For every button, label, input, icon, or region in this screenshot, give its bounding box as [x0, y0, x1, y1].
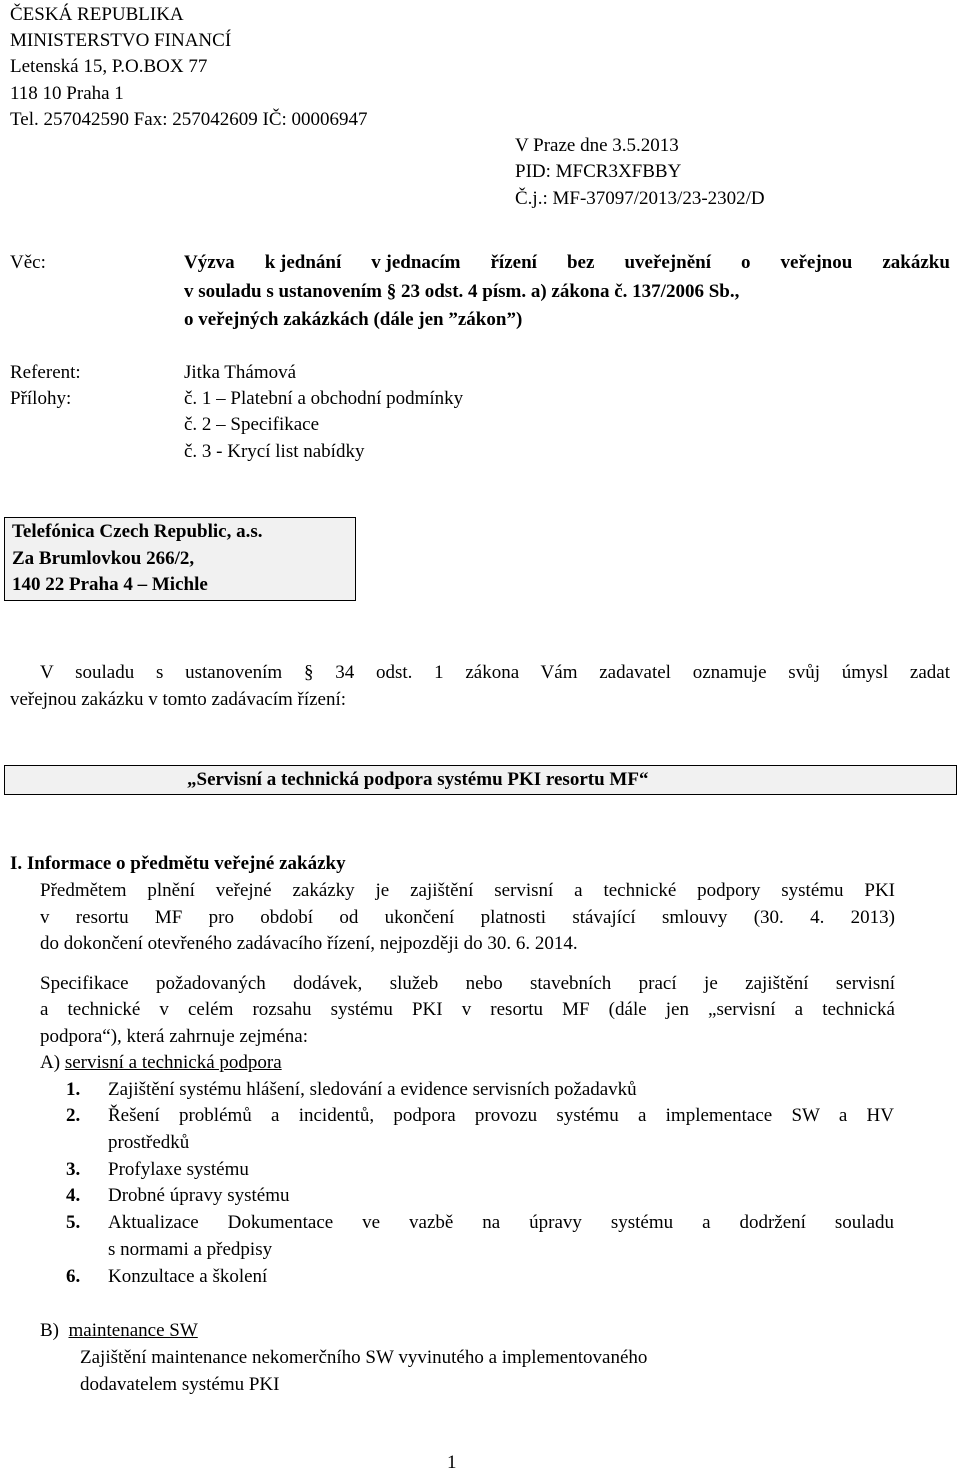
list-item-number: 3. — [66, 1159, 81, 1180]
org-country: ČESKÁ REPUBLIKA — [10, 4, 184, 25]
list-item-text: Konzultace a školení — [108, 1266, 268, 1287]
subsection-b-text: dodavatelem systému PKI — [80, 1374, 280, 1395]
subsection-b-heading — [40, 1320, 198, 1342]
list-item-number: 2. — [66, 1105, 81, 1126]
subject-word: o — [741, 252, 751, 273]
subsection-a-heading — [40, 1052, 282, 1074]
subject-line-1 — [184, 252, 950, 274]
letter-date: V Praze dne 3.5.2013 — [515, 135, 679, 156]
contract-title-box — [4, 765, 957, 795]
attachment-item: č. 2 – Specifikace — [184, 414, 320, 435]
attachments-label: Přílohy: — [10, 388, 72, 409]
list-item-text: Řešení problémů a incidentů, podpora provozu systému a implementace SW a HV — [108, 1105, 894, 1126]
intro-line-2: veřejnou zakázku v tomto zadávacím řízení: — [10, 689, 347, 710]
list-item-number: 5. — [66, 1212, 81, 1233]
subject-word: řízení — [490, 252, 537, 273]
section-paragraph-line: a technické v celém rozsahu systému PKI v resortu MF (dále jen „servisní a technická — [40, 999, 895, 1020]
recipient-street: Za Brumlovkou 266/2, — [12, 548, 195, 569]
section-paragraph-line: Specifikace požadovaných dodávek, služeb nebo stavebních prací je zajištění servisní — [40, 973, 895, 994]
page-number: 1 — [447, 1452, 457, 1473]
subsection-b-text: Zajištění maintenance nekomerčního SW vyvinutého a implementovaného — [80, 1347, 648, 1368]
intro-line-1: V souladu s ustanovením § 34 odst. 1 zákona Vám zadavatel oznamuje svůj úmysl zadat — [40, 662, 950, 683]
list-item-text: Zajištění systému hlášení, sledování a evidence servisních požadavků — [108, 1079, 637, 1100]
subject-word: zakázku — [882, 252, 950, 273]
section-heading: I. Informace o předmětu veřejné zakázky — [10, 853, 346, 874]
subject-word: k jednání — [264, 252, 342, 273]
subject-label: Věc: — [10, 252, 46, 273]
list-item-text: Drobné úpravy systému — [108, 1185, 290, 1206]
list-item-text: Aktualizace Dokumentace ve vazbě na úpravy systému a dodržení souladu — [108, 1212, 894, 1233]
subject-line-2: v souladu s ustanovením § 23 odst. 4 písm. a) zákona č. 137/2006 Sb., — [184, 281, 740, 302]
list-item-number: 6. — [66, 1266, 81, 1287]
org-name: MINISTERSTVO FINANCÍ — [10, 30, 232, 51]
org-contact: Tel. 257042590 Fax: 257042609 IČ: 00006947 — [10, 109, 368, 130]
subsection-a-prefix: A) — [40, 1052, 65, 1073]
section-paragraph-line: Předmětem plnění veřejné zakázky je zajištění servisní a technické podpory systému PKI — [40, 880, 895, 901]
org-address-city: 118 10 Praha 1 — [10, 83, 124, 104]
subsection-b-prefix: B) — [40, 1320, 69, 1341]
contract-title: „Servisní a technická podpora systému PKI resortu MF“ — [187, 769, 649, 790]
section-paragraph-line: v resortu MF pro období od ukončení platnosti stávající smlouvy (30. 4. 2013) — [40, 907, 895, 928]
attachment-item: č. 1 – Platební a obchodní podmínky — [184, 388, 464, 409]
subject-word: bez — [566, 252, 595, 273]
section-paragraph-line: do dokončení otevřeného zadávacího řízení, nejpozději do 30. 6. 2014. — [40, 933, 578, 954]
recipient-company: Telefónica Czech Republic, a.s. — [12, 521, 263, 542]
subsection-a-title: servisní a technická podpora — [64, 1052, 282, 1073]
list-item-text: Profylaxe systému — [108, 1159, 249, 1180]
recipient-address-box — [4, 517, 356, 601]
recipient-city: 140 22 Praha 4 – Michle — [12, 574, 208, 595]
subject-word: Výzva — [184, 252, 235, 273]
section-paragraph-line: podpora“), která zahrnuje zejména: — [40, 1026, 308, 1047]
referent-label: Referent: — [10, 362, 81, 383]
list-item-number: 1. — [66, 1079, 81, 1100]
letter-reference: Č.j.: MF-37097/2013/23-2302/D — [515, 188, 765, 209]
attachment-item: č. 3 - Krycí list nabídky — [184, 441, 365, 462]
letter-pid: PID: MFCR3XFBBY — [515, 161, 682, 182]
referent-name: Jitka Thámová — [184, 362, 297, 383]
subject-word: v jednacím — [371, 252, 461, 273]
org-address-street: Letenská 15, P.O.BOX 77 — [10, 56, 208, 77]
subject-word: veřejnou — [780, 252, 853, 273]
list-item-text-continued: s normami a předpisy — [108, 1239, 273, 1260]
subject-word: uveřejnění — [624, 252, 711, 273]
list-item-number: 4. — [66, 1185, 81, 1206]
subsection-b-title: maintenance SW — [68, 1320, 198, 1341]
subject-line-3: o veřejných zakázkách (dále jen ”zákon”) — [184, 309, 523, 330]
list-item-text-continued: prostředků — [108, 1132, 190, 1153]
